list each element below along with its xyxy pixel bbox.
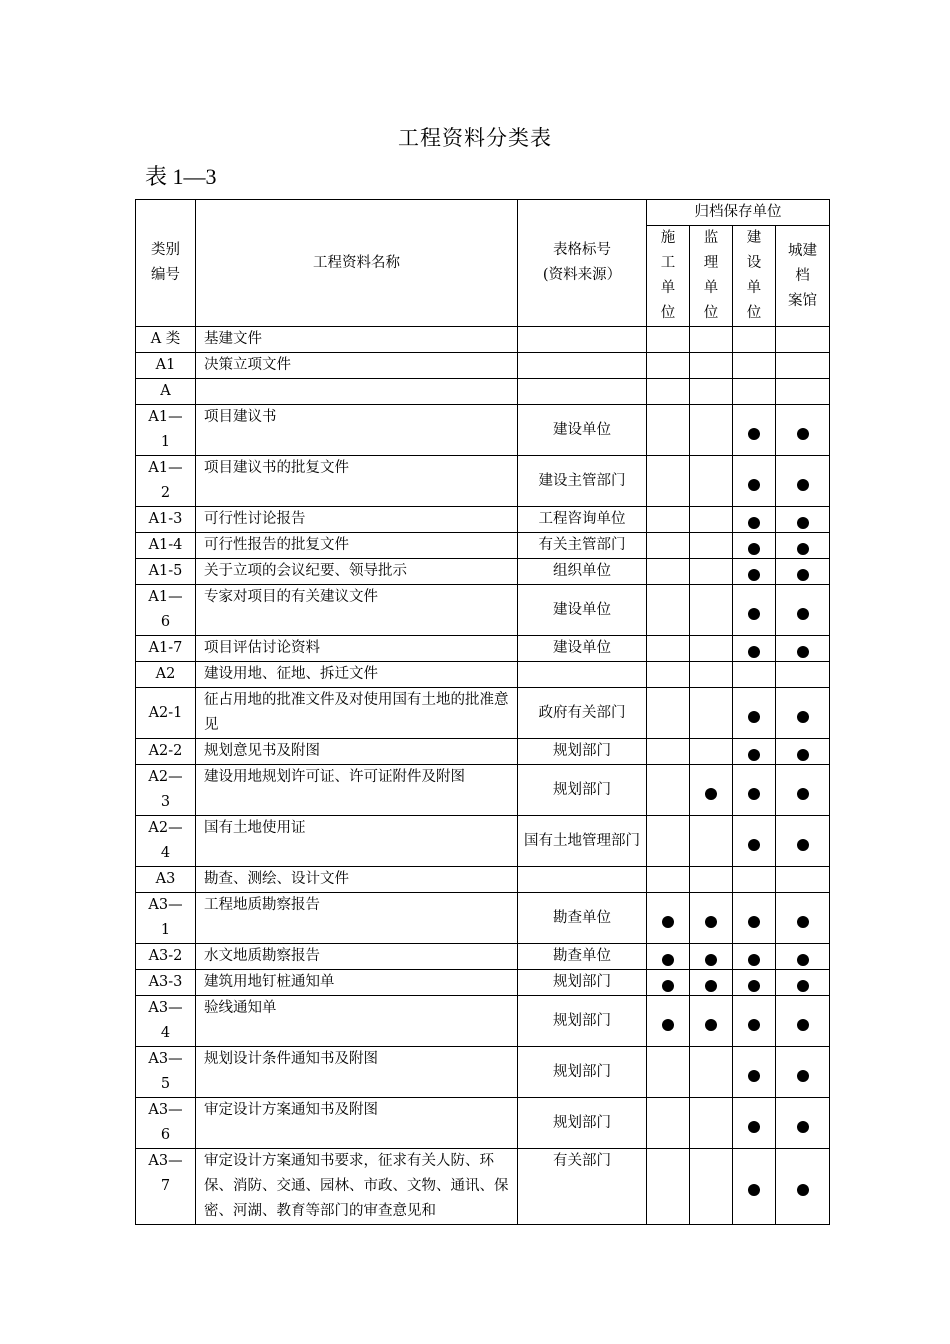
filled-circle-icon xyxy=(748,954,760,966)
header-unit-supervision-line: 监 xyxy=(703,230,719,246)
header-unit-supervision xyxy=(690,226,733,327)
row-name: 审定设计方案通知书及附图 xyxy=(196,1098,518,1149)
row-source: 规划部门 xyxy=(518,970,647,996)
archive-mark-cell xyxy=(733,507,776,533)
row-source: 规划部门 xyxy=(518,739,647,765)
archive-mark-cell xyxy=(733,533,776,559)
filled-circle-icon xyxy=(748,517,760,529)
header-name: 工程资料名称 xyxy=(196,200,518,327)
archive-mark-cell xyxy=(647,585,690,636)
filled-circle-icon xyxy=(797,1019,809,1031)
filled-circle-icon xyxy=(748,479,760,491)
archive-mark-cell xyxy=(647,765,690,816)
table-number: 表 1—3 xyxy=(145,164,217,189)
row-code: A3—7 xyxy=(136,1149,196,1225)
table-row xyxy=(136,1149,830,1225)
archive-mark-cell xyxy=(690,585,733,636)
row-source xyxy=(518,379,647,405)
filled-circle-icon xyxy=(748,980,760,992)
row-source xyxy=(518,662,647,688)
archive-mark-cell xyxy=(647,353,690,379)
filled-circle-icon xyxy=(748,1121,760,1133)
archive-mark-cell xyxy=(776,1098,830,1149)
archive-mark-cell xyxy=(776,970,830,996)
archive-mark-cell xyxy=(776,1149,830,1225)
header-unit-owner xyxy=(733,226,776,327)
table-row xyxy=(136,739,830,765)
row-code: A1-7 xyxy=(136,636,196,662)
row-code: A1-4 xyxy=(136,533,196,559)
document-title: 工程资料分类表 xyxy=(398,126,552,150)
row-source: 有关主管部门 xyxy=(518,533,647,559)
archive-mark-cell xyxy=(776,739,830,765)
archive-mark-cell xyxy=(690,893,733,944)
row-source: 政府有关部门 xyxy=(518,688,647,739)
row-name: 水文地质勘察报告 xyxy=(196,944,518,970)
row-name: 建设用地、征地、拆迁文件 xyxy=(196,662,518,688)
filled-circle-icon xyxy=(797,954,809,966)
header-unit-owner-line: 单 xyxy=(746,280,762,296)
archive-mark-cell xyxy=(776,893,830,944)
archive-mark-cell xyxy=(647,405,690,456)
filled-circle-icon xyxy=(705,916,717,928)
table-row xyxy=(136,765,830,816)
table-row xyxy=(136,944,830,970)
table-row xyxy=(136,585,830,636)
filled-circle-icon xyxy=(662,980,674,992)
archive-mark-cell xyxy=(733,1098,776,1149)
row-source: 规划部门 xyxy=(518,996,647,1047)
archive-mark-cell xyxy=(690,662,733,688)
archive-mark-cell xyxy=(690,456,733,507)
archive-mark-cell xyxy=(647,816,690,867)
table-row xyxy=(136,1047,830,1098)
archive-mark-cell xyxy=(647,507,690,533)
table-row xyxy=(136,970,830,996)
table-row xyxy=(136,327,830,353)
archive-mark-cell xyxy=(733,688,776,739)
row-name: 建筑用地钉桩通知单 xyxy=(196,970,518,996)
row-code: A1—6 xyxy=(136,585,196,636)
row-name: 可行性报告的批复文件 xyxy=(196,533,518,559)
row-name: 专家对项目的有关建议文件 xyxy=(196,585,518,636)
archive-mark-cell xyxy=(776,456,830,507)
filled-circle-icon xyxy=(797,569,809,581)
filled-circle-icon xyxy=(797,1184,809,1196)
archive-mark-cell xyxy=(647,944,690,970)
filled-circle-icon xyxy=(705,980,717,992)
row-name: 关于立项的会议纪要、领导批示 xyxy=(196,559,518,585)
row-code: A1-3 xyxy=(136,507,196,533)
archive-mark-cell xyxy=(647,996,690,1047)
filled-circle-icon xyxy=(797,1121,809,1133)
row-code: A1—2 xyxy=(136,456,196,507)
header-unit-supervision-line: 单 xyxy=(703,280,719,296)
filled-circle-icon xyxy=(797,749,809,761)
row-code: A3-2 xyxy=(136,944,196,970)
archive-mark-cell xyxy=(733,379,776,405)
archive-mark-cell xyxy=(690,867,733,893)
row-source: 工程咨询单位 xyxy=(518,507,647,533)
filled-circle-icon xyxy=(797,788,809,800)
archive-mark-cell xyxy=(690,405,733,456)
archive-mark-cell xyxy=(690,688,733,739)
row-code: A3 xyxy=(136,867,196,893)
row-code: A3—6 xyxy=(136,1098,196,1149)
filled-circle-icon xyxy=(797,608,809,620)
archive-mark-cell xyxy=(776,1047,830,1098)
archive-mark-cell xyxy=(647,893,690,944)
row-name: 项目评估讨论资料 xyxy=(196,636,518,662)
filled-circle-icon xyxy=(797,543,809,555)
archive-mark-cell xyxy=(776,379,830,405)
filled-circle-icon xyxy=(748,839,760,851)
archive-mark-cell xyxy=(776,559,830,585)
archive-mark-cell xyxy=(776,867,830,893)
archive-mark-cell xyxy=(690,327,733,353)
header-unit-archive xyxy=(776,226,830,327)
filled-circle-icon xyxy=(797,517,809,529)
archive-mark-cell xyxy=(776,765,830,816)
archive-mark-cell xyxy=(733,585,776,636)
archive-mark-cell xyxy=(647,379,690,405)
row-source: 建设主管部门 xyxy=(518,456,647,507)
filled-circle-icon xyxy=(797,839,809,851)
header-category-line2: 编号 xyxy=(151,267,180,283)
row-source: 建设单位 xyxy=(518,585,647,636)
row-code: A2-1 xyxy=(136,688,196,739)
archive-mark-cell xyxy=(776,533,830,559)
archive-mark-cell xyxy=(690,379,733,405)
row-name: 审定设计方案通知书要求，征求有关人防、环保、消防、交通、园林、市政、文物、通讯、保密、河湖、教育等部门的审查意见和 xyxy=(196,1149,518,1225)
archive-mark-cell xyxy=(690,739,733,765)
row-name: 规划设计条件通知书及附图 xyxy=(196,1047,518,1098)
row-source: 规划部门 xyxy=(518,1098,647,1149)
header-unit-archive-line: 档 xyxy=(795,267,810,284)
table-row xyxy=(136,662,830,688)
header-unit-supervision-line: 理 xyxy=(703,255,719,271)
row-source: 建设单位 xyxy=(518,405,647,456)
header-unit-owner-line: 位 xyxy=(746,305,762,321)
filled-circle-icon xyxy=(662,1019,674,1031)
header-source-line2: (资料来源） xyxy=(542,267,622,283)
row-code: A2—3 xyxy=(136,765,196,816)
filled-circle-icon xyxy=(748,749,760,761)
archive-mark-cell xyxy=(733,636,776,662)
row-source xyxy=(518,867,647,893)
filled-circle-icon xyxy=(748,1019,760,1031)
filled-circle-icon xyxy=(797,479,809,491)
filled-circle-icon xyxy=(748,711,760,723)
archive-mark-cell xyxy=(647,636,690,662)
archive-mark-cell xyxy=(647,1098,690,1149)
archive-mark-cell xyxy=(776,327,830,353)
row-name: 征占用地的批准文件及对使用国有土地的批准意见 xyxy=(196,688,518,739)
archive-mark-cell xyxy=(776,405,830,456)
filled-circle-icon xyxy=(797,980,809,992)
archive-mark-cell xyxy=(776,585,830,636)
archive-mark-cell xyxy=(776,996,830,1047)
filled-circle-icon xyxy=(748,608,760,620)
row-code: A 类 xyxy=(136,327,196,353)
header-unit-supervision-line: 位 xyxy=(703,305,719,321)
archive-mark-cell xyxy=(733,765,776,816)
filled-circle-icon xyxy=(797,646,809,658)
table-row xyxy=(136,1098,830,1149)
header-unit-archive-line: 案馆 xyxy=(788,292,817,309)
filled-circle-icon xyxy=(748,569,760,581)
archive-mark-cell xyxy=(776,816,830,867)
archive-mark-cell xyxy=(647,327,690,353)
archive-mark-cell xyxy=(733,739,776,765)
filled-circle-icon xyxy=(797,1070,809,1082)
filled-circle-icon xyxy=(705,954,717,966)
row-source: 勘查单位 xyxy=(518,944,647,970)
header-source-line1: 表格标号 xyxy=(553,242,611,258)
table-row xyxy=(136,996,830,1047)
header-unit-construction xyxy=(647,226,690,327)
filled-circle-icon xyxy=(705,1019,717,1031)
row-code: A1 xyxy=(136,353,196,379)
header-unit-construction-line: 施 xyxy=(660,230,676,246)
archive-mark-cell xyxy=(690,765,733,816)
archive-mark-cell xyxy=(776,636,830,662)
archive-mark-cell xyxy=(776,944,830,970)
filled-circle-icon xyxy=(662,954,674,966)
row-code: A2-2 xyxy=(136,739,196,765)
table-row xyxy=(136,507,830,533)
header-category-line1: 类别 xyxy=(151,242,180,258)
archive-mark-cell xyxy=(733,353,776,379)
table-row xyxy=(136,816,830,867)
archive-mark-cell xyxy=(776,353,830,379)
archive-mark-cell xyxy=(690,1098,733,1149)
archive-mark-cell xyxy=(647,970,690,996)
row-name: 可行性讨论报告 xyxy=(196,507,518,533)
filled-circle-icon xyxy=(748,646,760,658)
archive-mark-cell xyxy=(733,893,776,944)
row-source: 规划部门 xyxy=(518,1047,647,1098)
filled-circle-icon xyxy=(797,916,809,928)
classification-table xyxy=(135,199,830,1225)
filled-circle-icon xyxy=(748,916,760,928)
filled-circle-icon xyxy=(797,711,809,723)
archive-mark-cell xyxy=(690,944,733,970)
row-code: A3-3 xyxy=(136,970,196,996)
archive-mark-cell xyxy=(733,559,776,585)
table-row xyxy=(136,893,830,944)
table-row xyxy=(136,379,830,405)
row-source: 国有土地管理部门 xyxy=(518,816,647,867)
row-code: A xyxy=(136,379,196,405)
filled-circle-icon xyxy=(748,1184,760,1196)
archive-mark-cell xyxy=(776,688,830,739)
row-name: 基建文件 xyxy=(196,327,518,353)
header-unit-archive-line: 城建 xyxy=(788,242,817,259)
archive-mark-cell xyxy=(647,533,690,559)
table-row xyxy=(136,533,830,559)
archive-mark-cell xyxy=(690,1047,733,1098)
table-row xyxy=(136,867,830,893)
table-row xyxy=(136,353,830,379)
row-source: 组织单位 xyxy=(518,559,647,585)
row-code: A3—5 xyxy=(136,1047,196,1098)
archive-mark-cell xyxy=(733,867,776,893)
filled-circle-icon xyxy=(662,916,674,928)
header-category-code xyxy=(136,200,196,327)
row-code: A1—1 xyxy=(136,405,196,456)
row-source: 规划部门 xyxy=(518,765,647,816)
row-name: 规划意见书及附图 xyxy=(196,739,518,765)
row-name: 验线通知单 xyxy=(196,996,518,1047)
filled-circle-icon xyxy=(797,428,809,440)
row-code: A3—4 xyxy=(136,996,196,1047)
row-name: 项目建议书的批复文件 xyxy=(196,456,518,507)
row-name: 项目建议书 xyxy=(196,405,518,456)
header-archive-group: 归档保存单位 xyxy=(647,200,830,226)
header-unit-construction-line: 单 xyxy=(660,280,676,296)
table-row xyxy=(136,405,830,456)
archive-mark-cell xyxy=(733,944,776,970)
header-unit-owner-line: 设 xyxy=(746,255,762,271)
row-name xyxy=(196,379,518,405)
archive-mark-cell xyxy=(647,1149,690,1225)
archive-mark-cell xyxy=(690,636,733,662)
row-code: A3—1 xyxy=(136,893,196,944)
row-source: 建设单位 xyxy=(518,636,647,662)
archive-mark-cell xyxy=(647,867,690,893)
header-unit-owner-line: 建 xyxy=(746,230,762,246)
row-code: A2 xyxy=(136,662,196,688)
archive-mark-cell xyxy=(647,662,690,688)
table-row xyxy=(136,688,830,739)
archive-mark-cell xyxy=(733,662,776,688)
archive-mark-cell xyxy=(776,662,830,688)
row-name: 国有土地使用证 xyxy=(196,816,518,867)
archive-mark-cell xyxy=(776,507,830,533)
archive-mark-cell xyxy=(647,1047,690,1098)
row-source: 有关部门 xyxy=(518,1149,647,1225)
archive-mark-cell xyxy=(690,1149,733,1225)
row-source: 勘查单位 xyxy=(518,893,647,944)
table-row xyxy=(136,636,830,662)
header-unit-construction-line: 工 xyxy=(660,255,676,271)
row-source xyxy=(518,327,647,353)
row-name: 工程地质勘察报告 xyxy=(196,893,518,944)
row-name: 建设用地规划许可证、许可证附件及附图 xyxy=(196,765,518,816)
row-source xyxy=(518,353,647,379)
archive-mark-cell xyxy=(733,816,776,867)
filled-circle-icon xyxy=(705,788,717,800)
row-code: A2—4 xyxy=(136,816,196,867)
archive-mark-cell xyxy=(733,1149,776,1225)
archive-mark-cell xyxy=(733,456,776,507)
header-source xyxy=(518,200,647,327)
filled-circle-icon xyxy=(748,1070,760,1082)
archive-mark-cell xyxy=(690,970,733,996)
archive-mark-cell xyxy=(690,533,733,559)
archive-mark-cell xyxy=(690,816,733,867)
archive-mark-cell xyxy=(647,559,690,585)
archive-mark-cell xyxy=(647,688,690,739)
filled-circle-icon xyxy=(748,788,760,800)
archive-mark-cell xyxy=(647,456,690,507)
archive-mark-cell xyxy=(690,996,733,1047)
archive-mark-cell xyxy=(733,1047,776,1098)
archive-mark-cell xyxy=(733,970,776,996)
header-unit-construction-line: 位 xyxy=(660,305,676,321)
row-name: 勘查、测绘、设计文件 xyxy=(196,867,518,893)
archive-mark-cell xyxy=(690,559,733,585)
table-row xyxy=(136,456,830,507)
archive-mark-cell xyxy=(690,507,733,533)
filled-circle-icon xyxy=(748,428,760,440)
archive-mark-cell xyxy=(690,353,733,379)
row-name: 决策立项文件 xyxy=(196,353,518,379)
archive-mark-cell xyxy=(647,739,690,765)
table-row xyxy=(136,559,830,585)
archive-mark-cell xyxy=(733,327,776,353)
filled-circle-icon xyxy=(748,543,760,555)
archive-mark-cell xyxy=(733,996,776,1047)
row-code: A1-5 xyxy=(136,559,196,585)
archive-mark-cell xyxy=(733,405,776,456)
